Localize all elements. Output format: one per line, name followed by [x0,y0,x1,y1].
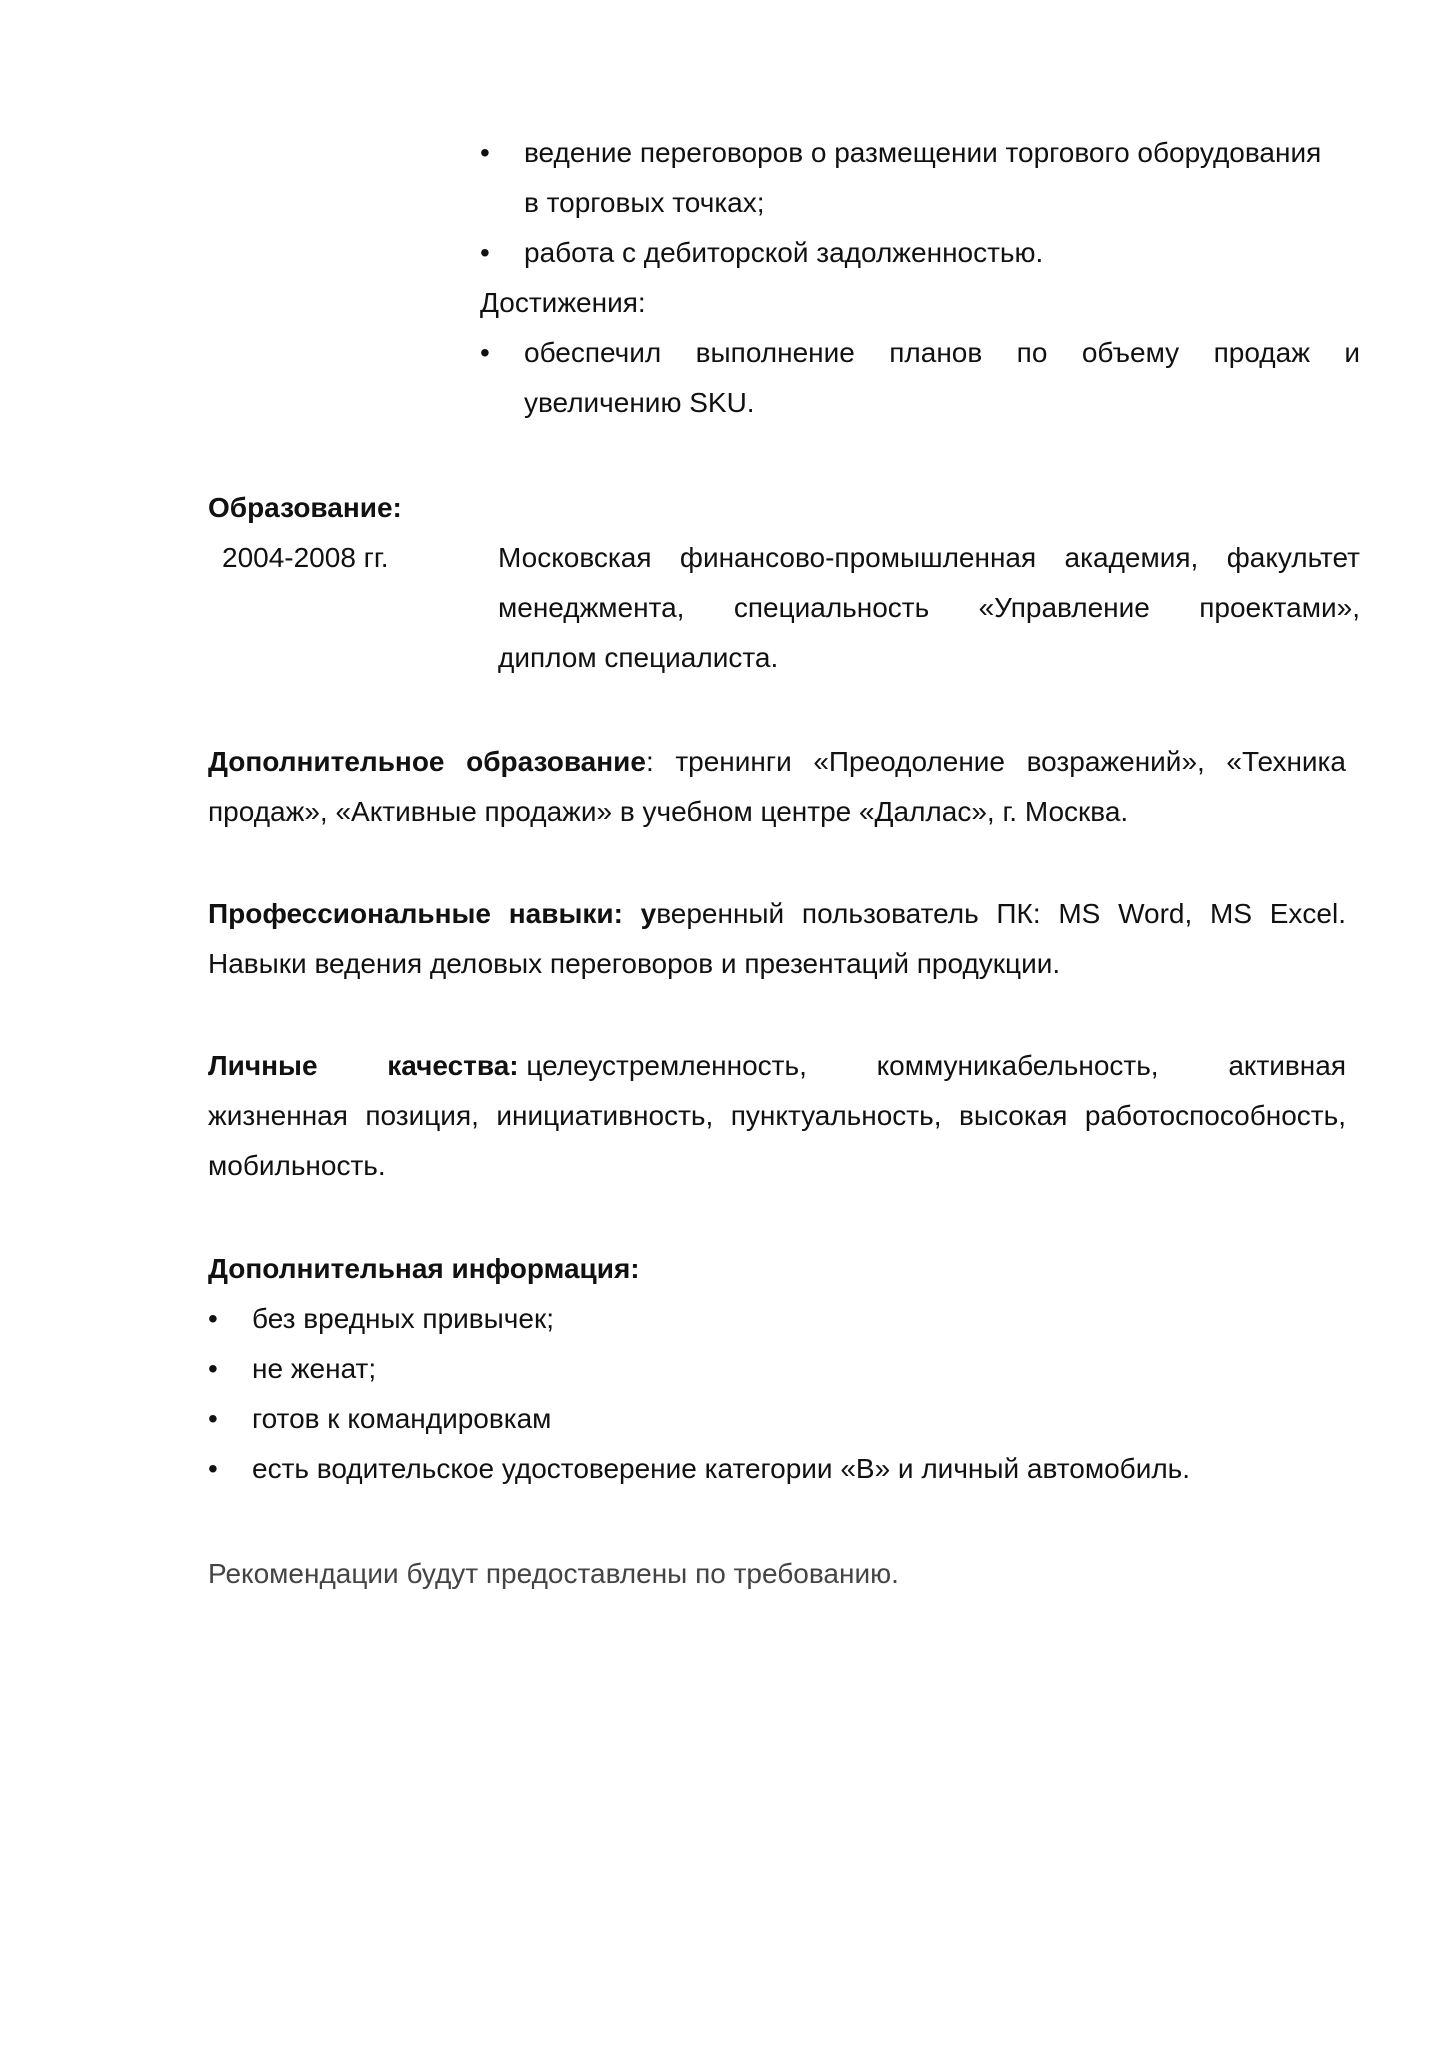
duties-list [480,128,1360,278]
qualities-line: мобильность. [208,1150,386,1181]
info-item: готов к командировкам [252,1403,552,1434]
education-section [208,483,1360,685]
additional-information [208,1244,1346,1494]
education-years: 2004-2008 гг. [222,542,389,573]
qualities-line [208,1041,1346,1091]
education-line: менеджмента, специальность «Управление проектами», [498,592,1360,623]
education-title: Образование: [208,492,402,523]
achievements-label: Достижения: [480,287,646,318]
achievement-line: увеличению SKU. [524,387,755,418]
info-item: без вредных привычек; [252,1303,554,1334]
bullet: • [480,237,490,268]
additional-information-title: Дополнительная информация: [208,1253,640,1284]
education-line: Московская финансово-промышленная академия, факультет [498,542,1360,573]
bullet: • [208,1353,218,1384]
skills-line: Навыки ведения деловых переговоров и презентаций продукции. [208,948,1061,979]
list-item [208,1294,1346,1344]
skills-line [208,889,1346,939]
additional-information-list [208,1294,1346,1494]
work-experience-continuation [480,128,1360,428]
additional-education-line: продаж», «Активные продажи» в учебном центре «Даллас», г. Москва. [208,796,1129,827]
bullet: • [208,1303,218,1334]
additional-education-text: : тренинги «Преодоление возражений», «Техника [645,746,1346,777]
info-item: не женат; [252,1353,377,1384]
list-item [208,1394,1346,1444]
quality-item: активная [1228,1050,1346,1081]
list-item [480,128,1360,228]
education-line: диплом специалиста. [498,642,779,673]
achievement-line: обеспечил выполнение планов по объему продаж и [524,337,1360,368]
list-item [208,1344,1346,1394]
quality-item: целеустремленность, [526,1050,807,1081]
qualities-label-word: качества: [387,1050,519,1081]
info-item: есть водительское удостоверение категории «В» и личный автомобиль. [252,1453,1191,1484]
recommendations-note: Рекомендации будут предоставлены по требованию. [208,1558,899,1589]
duty-line: в торговых точках; [524,187,765,218]
qualities-line: жизненная позиция, инициативность, пунктуальность, высокая работоспособность, [208,1100,1346,1131]
skills-text: веренный пользователь ПК: MS Word, MS Excel. [656,898,1346,929]
bullet: • [480,337,490,368]
bullet: • [208,1453,218,1484]
education-description [498,533,1360,683]
bullet: • [480,137,490,168]
bullet: • [208,1403,218,1434]
additional-education-line [208,737,1346,787]
skills-label: Профессиональные навыки: у [208,898,657,929]
achievements-list [480,328,1360,428]
duty-line: ведение переговоров о размещении торгового оборудования [524,137,1322,168]
additional-education [208,737,1346,837]
list-item [480,228,1360,278]
qualities-label-group [387,1041,807,1091]
education-row [208,533,1360,685]
professional-skills [208,889,1346,989]
list-item [208,1444,1346,1494]
list-item [480,328,1360,428]
additional-education-label: Дополнительное образование [208,746,646,777]
qualities-label-word: Личные [208,1050,318,1081]
quality-item: коммуникабельность, [876,1050,1159,1081]
personal-qualities [208,1041,1346,1191]
duty-line: работа с дебиторской задолженностью. [524,237,1044,268]
